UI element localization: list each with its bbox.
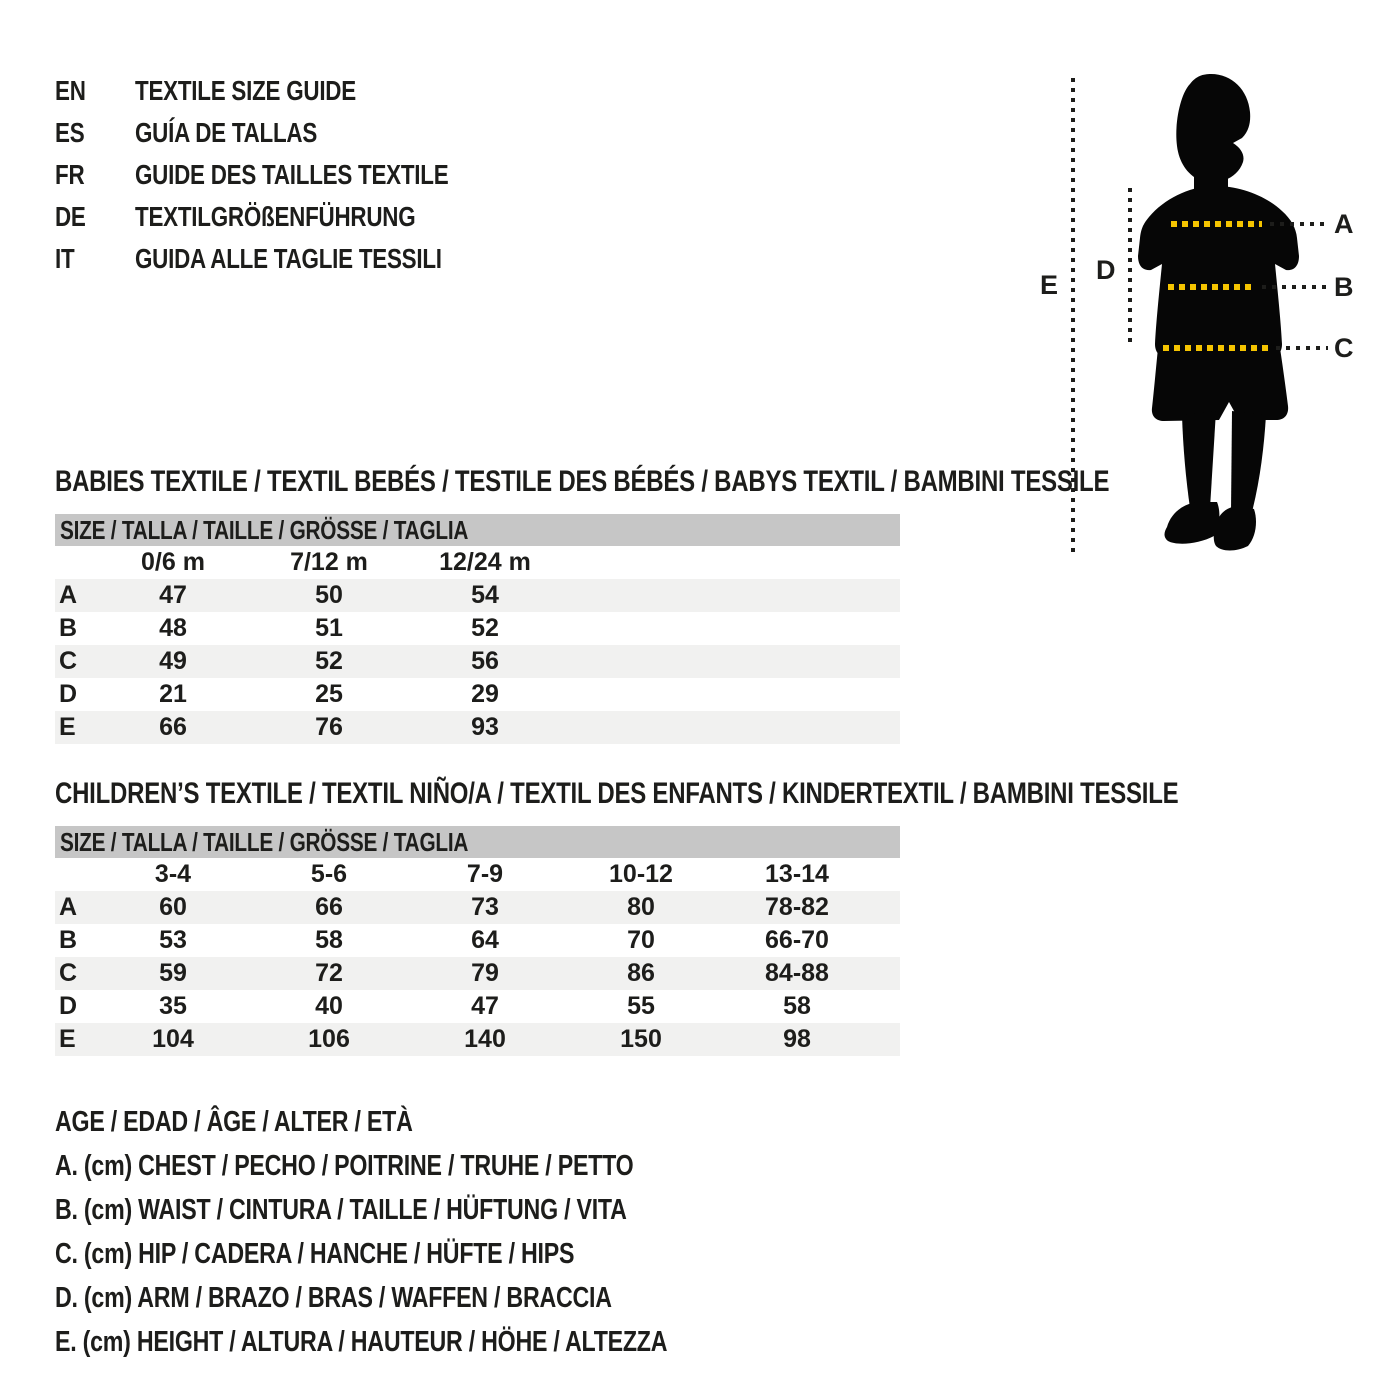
- row-label: C: [59, 647, 78, 675]
- table-row: [55, 924, 900, 957]
- column-header: 7/12 m: [290, 548, 368, 576]
- size-cell: 40: [315, 992, 343, 1020]
- language-row: [55, 196, 527, 238]
- size-cell: 98: [783, 1025, 811, 1053]
- language-title: GUÍA DE TALLAS: [135, 117, 318, 148]
- size-cell: 76: [315, 713, 343, 741]
- size-cell: 53: [159, 926, 187, 954]
- row-label: [55, 546, 95, 579]
- language-code: ES: [55, 117, 85, 148]
- legend-item-chest: A. (cm) CHEST / PECHO / POITRINE / TRUHE / PETTO: [55, 1150, 634, 1182]
- table-row: [55, 957, 900, 990]
- legend-age-text: AGE / EDAD / ÂGE / ALTER / ETÀ: [55, 1106, 413, 1138]
- silhouette-left-shoe: [1165, 502, 1220, 544]
- silhouette-shorts: [1152, 348, 1288, 421]
- language-code: IT: [55, 243, 75, 274]
- size-cell: 54: [471, 581, 499, 609]
- language-title: TEXTILGRÖßENFÜHRUNG: [135, 201, 416, 232]
- size-cell: 150: [620, 1025, 662, 1053]
- size-cell: 64: [471, 926, 499, 954]
- row-label: B: [59, 926, 78, 954]
- figure-label-b: B: [1334, 272, 1354, 302]
- table-row: [55, 1023, 900, 1056]
- size-cell: 80: [627, 893, 655, 921]
- size-cell: 78-82: [765, 893, 829, 921]
- size-cell: 86: [627, 959, 655, 987]
- children-section-title-text: CHILDREN’S TEXTILE / TEXTIL NIÑO/A / TEXTIL DES ENFANTS / KINDERTEXTIL / BAMBINI TESSILE: [55, 777, 1179, 810]
- language-row: [55, 70, 527, 112]
- language-code: DE: [55, 201, 86, 232]
- children-table-header-text: SIZE / TALLA / TAILLE / GRÖSSE / TAGLIA: [60, 827, 469, 857]
- size-cell: 106: [308, 1025, 350, 1053]
- size-cell: 58: [783, 992, 811, 1020]
- children-section-title: [55, 778, 1400, 810]
- measurement-legend: [55, 1100, 820, 1364]
- legend-item: [55, 1276, 820, 1320]
- column-header: 3-4: [154, 860, 192, 888]
- column-header: 10-12: [609, 860, 673, 888]
- size-cell: 25: [315, 680, 343, 708]
- size-cell: 72: [315, 959, 343, 987]
- figure-label-d: D: [1096, 255, 1116, 285]
- size-cell: 47: [471, 992, 499, 1020]
- babies-table-header-bar: [55, 514, 900, 546]
- size-cell: 59: [159, 959, 187, 987]
- size-cell: 66: [159, 713, 187, 741]
- legend-item: [55, 1320, 820, 1364]
- language-row: [55, 238, 527, 280]
- babies-section-title: [55, 466, 1373, 498]
- size-cell: 52: [471, 614, 499, 642]
- size-cell: 73: [471, 893, 499, 921]
- size-cell: 58: [315, 926, 343, 954]
- row-label: D: [59, 992, 78, 1020]
- row-label: E: [59, 713, 76, 741]
- legend-item: [55, 1232, 820, 1276]
- row-label: D: [59, 680, 78, 708]
- size-cell: 84-88: [765, 959, 829, 987]
- row-label: [55, 858, 95, 891]
- size-cell: 56: [471, 647, 499, 675]
- children-table-header-bar: [55, 826, 900, 858]
- babies-size-table: [55, 514, 900, 744]
- size-cell: 70: [627, 926, 655, 954]
- row-label: B: [59, 614, 78, 642]
- size-cell: 51: [315, 614, 343, 642]
- size-cell: 49: [159, 647, 187, 675]
- figure-label-e: E: [1040, 270, 1059, 300]
- language-row: [55, 112, 527, 154]
- babies-section-title-text: BABIES TEXTILE / TEXTIL BEBÉS / TESTILE DES BÉBÉS / BABYS TEXTIL / BAMBINI TESSILE: [55, 465, 1110, 498]
- size-cell: 60: [159, 893, 187, 921]
- size-cell: 79: [471, 959, 499, 987]
- row-label: C: [59, 959, 78, 987]
- row-label: A: [59, 893, 78, 921]
- figure-label-a: A: [1334, 209, 1354, 239]
- size-cell: 35: [159, 992, 187, 1020]
- legend-item-hip: C. (cm) HIP / CADERA / HANCHE / HÜFTE / HIPS: [55, 1238, 575, 1270]
- language-title: GUIDA ALLE TAGLIE TESSILI: [135, 243, 442, 274]
- babies-table-header-text: SIZE / TALLA / TAILLE / GRÖSSE / TAGLIA: [60, 515, 469, 545]
- size-cell: 66: [315, 893, 343, 921]
- row-label: E: [59, 1025, 76, 1053]
- language-title: GUIDE DES TAILLES TEXTILE: [135, 159, 449, 190]
- figure-label-c: C: [1334, 333, 1354, 363]
- table-row: [55, 891, 900, 924]
- children-column-header-row: [55, 858, 900, 891]
- size-cell: 93: [471, 713, 499, 741]
- column-header: 13-14: [765, 860, 829, 888]
- language-title: TEXTILE SIZE GUIDE: [135, 75, 356, 106]
- legend-age-line: [55, 1100, 820, 1144]
- column-header: 0/6 m: [141, 548, 205, 576]
- size-cell: 66-70: [765, 926, 829, 954]
- size-cell: 29: [471, 680, 499, 708]
- size-cell: 140: [464, 1025, 506, 1053]
- size-cell: 104: [152, 1025, 194, 1053]
- table-row: [55, 645, 900, 678]
- table-row: [55, 711, 900, 744]
- table-row: [55, 579, 900, 612]
- legend-item: [55, 1144, 820, 1188]
- silhouette-shirt: [1138, 186, 1299, 357]
- size-cell: 48: [159, 614, 187, 642]
- language-code: EN: [55, 75, 86, 106]
- size-cell: 47: [159, 581, 187, 609]
- size-cell: 55: [627, 992, 655, 1020]
- legend-item-height: E. (cm) HEIGHT / ALTURA / HAUTEUR / HÖHE / ALTEZZA: [55, 1326, 668, 1358]
- table-row: [55, 990, 900, 1023]
- legend-item: [55, 1188, 820, 1232]
- legend-item-arm: D. (cm) ARM / BRAZO / BRAS / WAFFEN / BRACCIA: [55, 1282, 612, 1314]
- column-header: 5-6: [310, 860, 348, 888]
- language-title-list: [55, 70, 527, 280]
- table-row: [55, 612, 900, 645]
- row-label: A: [59, 581, 78, 609]
- language-row: [55, 154, 527, 196]
- column-header: 12/24 m: [439, 548, 531, 576]
- column-header: 7-9: [466, 860, 504, 888]
- language-code: FR: [55, 159, 85, 190]
- table-row: [55, 678, 900, 711]
- size-cell: 50: [315, 581, 343, 609]
- size-cell: 52: [315, 647, 343, 675]
- silhouette-right-shoe: [1214, 506, 1256, 551]
- babies-column-header-row: [55, 546, 900, 579]
- children-size-table: [55, 826, 900, 1056]
- size-cell: 21: [159, 680, 187, 708]
- legend-item-waist: B. (cm) WAIST / CINTURA / TAILLE / HÜFTUNG / VITA: [55, 1194, 627, 1226]
